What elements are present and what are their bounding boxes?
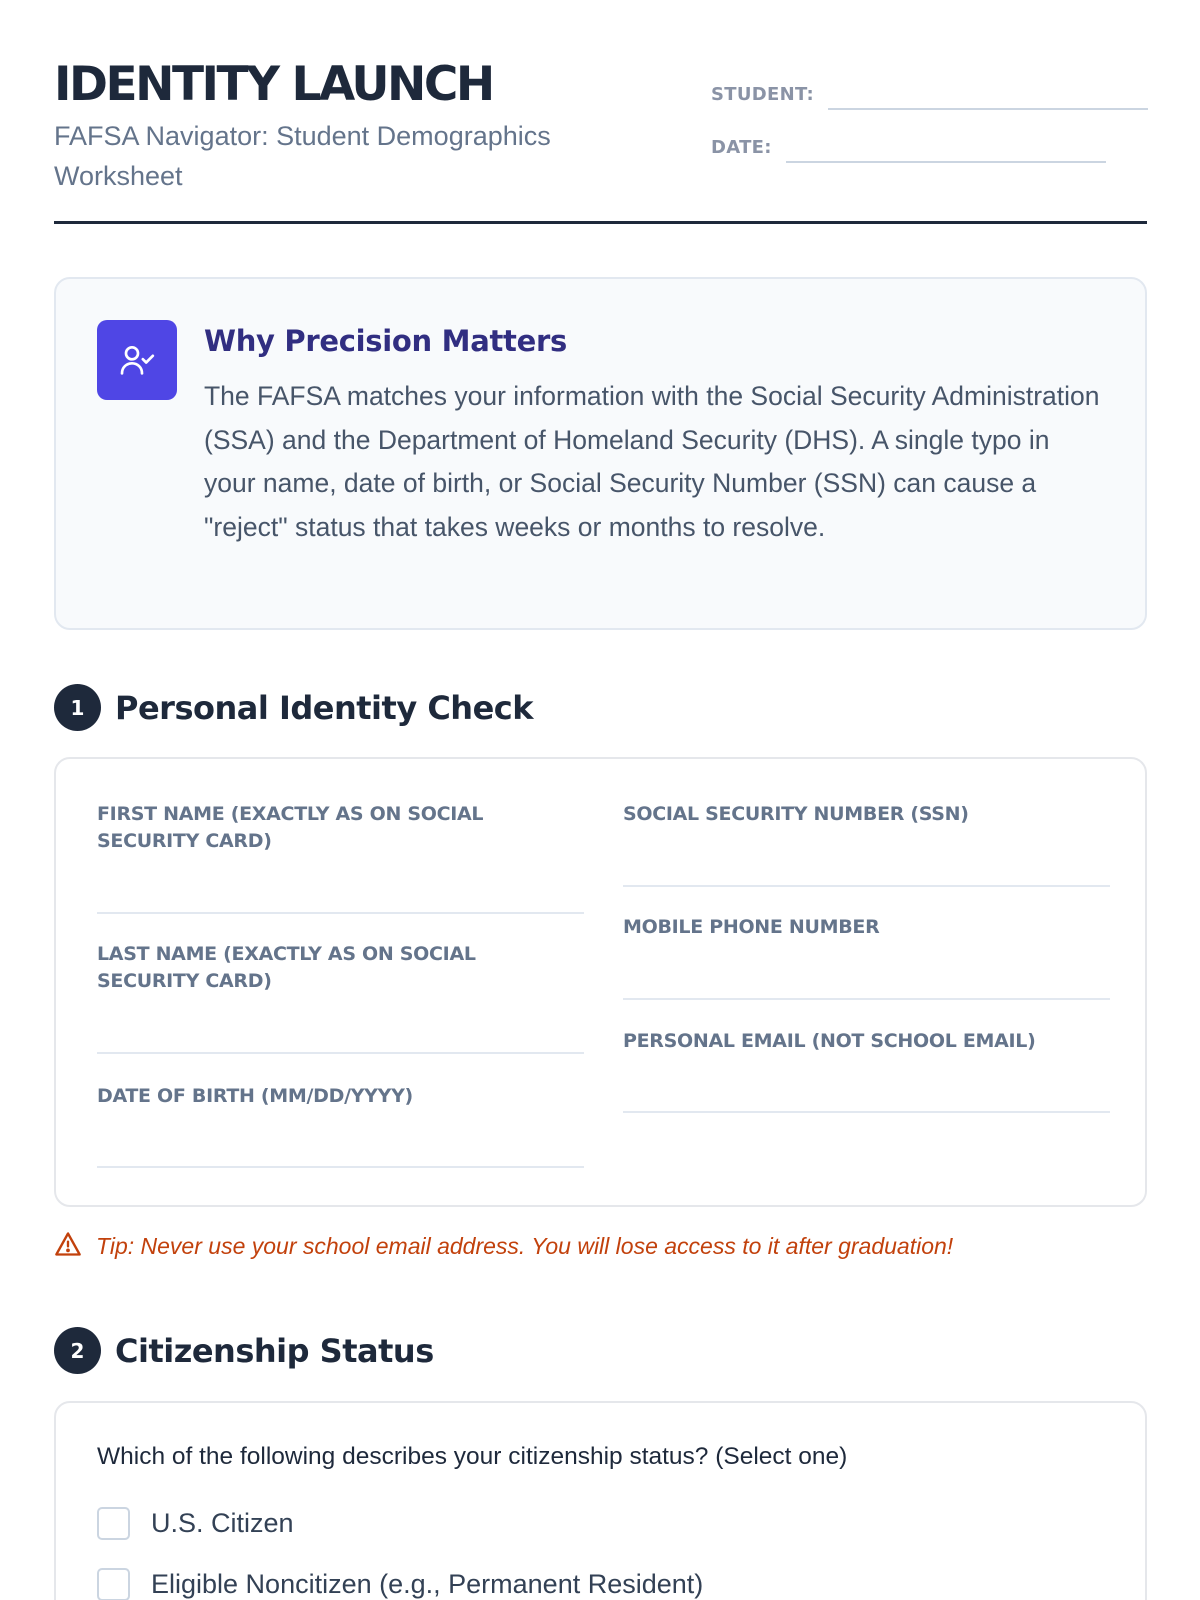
worksheet-header (54, 54, 1147, 224)
page-title: IDENTITY LAUNCH (54, 57, 493, 112)
option-label: Eligible Noncitizen (e.g., Permanent Resident) (151, 1569, 704, 1599)
first-name-label: FIRST NAME (EXACTLY AS ON SOCIAL SECURITY CARD) (97, 803, 484, 852)
last-name-label: LAST NAME (EXACTLY AS ON SOCIAL SECURITY CARD) (97, 943, 476, 992)
us-citizen-checkbox[interactable] (97, 1507, 130, 1540)
section-title: Personal Identity Check (115, 688, 534, 727)
ssn-field (623, 801, 1110, 828)
option-us-citizen[interactable] (97, 1507, 294, 1540)
ssn-input[interactable] (623, 885, 1110, 887)
warning-icon (54, 1230, 82, 1263)
eligible-noncitizen-checkbox[interactable] (97, 1568, 130, 1600)
section-number-badge: 2 (54, 1327, 101, 1374)
student-field (711, 84, 1148, 106)
email-tip (54, 1230, 953, 1263)
first-name-field (97, 801, 584, 855)
email-input[interactable] (623, 1111, 1110, 1113)
option-eligible-noncitizen[interactable] (97, 1568, 703, 1600)
page-subtitle: FAFSA Navigator: Student Demographics Worksheet (54, 121, 551, 191)
phone-input[interactable] (623, 998, 1110, 1000)
phone-field (623, 914, 1110, 941)
date-label: DATE: (711, 137, 772, 158)
section-number-badge: 1 (54, 684, 101, 731)
ssn-label: SOCIAL SECURITY NUMBER (SSN) (623, 803, 969, 825)
precision-alert (54, 277, 1147, 630)
first-name-input[interactable] (97, 912, 584, 914)
email-field (623, 1028, 1110, 1055)
user-check-icon (97, 320, 177, 400)
alert-text: The FAFSA matches your information with the Social Security Administration (SSA) and the Department of Homeland Security (DHS). A single typo in your name, date of birth, or Social Security Number (SSN) can cause a "reject" status that takes weeks or months to resolve. (204, 381, 1100, 542)
option-label: U.S. Citizen (151, 1508, 294, 1538)
last-name-input[interactable] (97, 1052, 584, 1054)
tip-text: Tip: Never use your school email address. You will lose access to it after graduation! (96, 1233, 954, 1259)
student-label: STUDENT: (711, 84, 815, 105)
student-input-line[interactable] (828, 108, 1148, 110)
dob-label: DATE OF BIRTH (MM/DD/YYYY) (97, 1085, 413, 1107)
dob-input[interactable] (97, 1166, 584, 1168)
dob-field (97, 1083, 584, 1110)
section-title: Citizenship Status (115, 1331, 434, 1370)
section-1-heading (54, 684, 533, 731)
phone-label: MOBILE PHONE NUMBER (623, 916, 880, 938)
date-field (711, 137, 1106, 159)
identity-form-card (54, 757, 1147, 1207)
date-input-line[interactable] (786, 161, 1106, 163)
last-name-field (97, 941, 584, 995)
email-label: PERSONAL EMAIL (NOT SCHOOL EMAIL) (623, 1030, 1036, 1052)
alert-title: Why Precision Matters (204, 324, 567, 358)
section-2-heading (54, 1327, 434, 1374)
citizenship-card (54, 1401, 1147, 1600)
citizenship-question: Which of the following describes your citizenship status? (Select one) (97, 1443, 848, 1470)
